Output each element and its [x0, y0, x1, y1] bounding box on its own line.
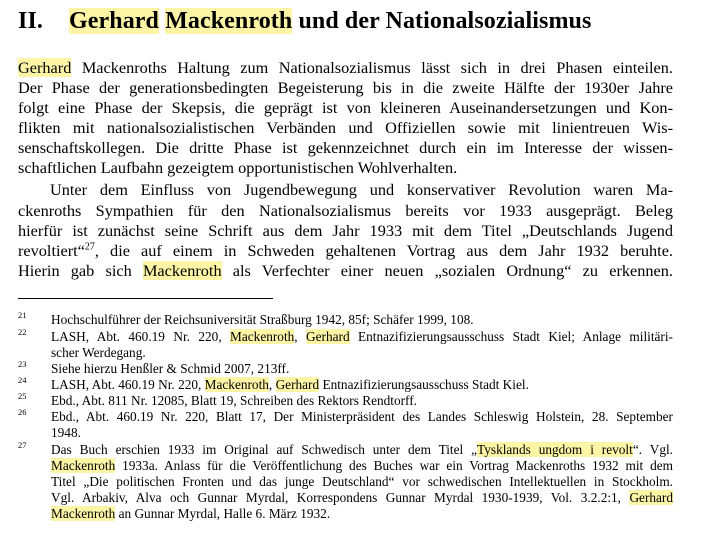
heading-rest: und der Nationalsozialismus — [298, 8, 592, 34]
body-line — [18, 261, 673, 281]
body-text: als Verfechter einer neuen „sozialen Ordnung“ zu erkennen. — [221, 261, 673, 280]
footnote-number: 21 — [18, 310, 27, 320]
highlight-mackenroth: Mackenroth — [230, 329, 295, 344]
footnote-ref-27[interactable]: 27 — [84, 241, 95, 253]
footnote-text: , — [268, 377, 276, 392]
body-text: Mackenroths Haltung zum Nationalsozialismus lässt sich in drei Phasen einteilen. — [71, 58, 673, 77]
highlight-gerhard: Gerhard — [306, 329, 350, 344]
footnote-27-cont — [51, 490, 673, 506]
footnote-text: Entnazifizierungsausschuss Stadt Kiel; Anlage militäri- — [349, 329, 673, 344]
footnote-27 — [51, 442, 673, 458]
footnote-text: LASH, Abt. 460.19 Nr. 220, — [51, 377, 205, 392]
highlight-mackenroth: Mackenroth — [165, 8, 293, 34]
footnote-21: Hochschulführer der Reichsuniversität Straßburg 1942, 85f; Schäfer 1999, 108. — [51, 312, 474, 327]
footnote-text: LASH, Abt. 460.19 Nr. 220, — [51, 329, 231, 344]
body-text: revoltiert“ — [18, 241, 85, 260]
body-text: Hierin gab sich — [18, 261, 143, 280]
highlight-gerhard: Gerhard — [18, 58, 72, 77]
footnote-text: an Gunnar Myrdal, Halle 6. März 1932. — [115, 506, 331, 521]
highlight-gerhard: Gerhard — [68, 8, 160, 34]
footnote-22 — [51, 329, 673, 345]
body-line — [18, 58, 673, 78]
section-heading — [18, 8, 591, 35]
footnote-number: 24 — [18, 375, 27, 385]
footnote-number: 25 — [18, 391, 27, 401]
body-line: folgt eine Phase der Skepsis, die geprägt ist von kleineren Auseinandersetzungen und Kon- — [18, 98, 673, 117]
footnote-number: 26 — [18, 407, 27, 417]
highlight-gerhard: Gerhard — [275, 377, 320, 392]
highlight-mackenroth: Mackenroth — [204, 377, 269, 392]
highlight-mackenroth: Mackenroth — [51, 458, 116, 473]
highlight-mackenroth: Mackenroth — [51, 506, 116, 521]
footnote-23: Siehe hierzu Henßler & Schmid 2007, 213ff. — [51, 361, 290, 376]
body-text: , die auf einem in Schweden gehaltenen Vortrag aus dem Jahr 1932 beruhte. — [94, 241, 673, 260]
footnote-text: Vgl. Arbakiv, Alva och Gunnar Myrdal, Korrespondens Gunnar Myrdal 1930-1939, Vol. 3.2.2:1, — [51, 490, 630, 505]
footnote-text: Entnazifizierungsausschuss Stadt Kiel. — [319, 377, 529, 392]
footnote-24 — [51, 377, 529, 393]
footnote-text: , — [294, 329, 307, 344]
body-line: flikten mit nationalsozialistischen Verbänden und Offiziellen sowie mit linientreuen Wis- — [18, 118, 673, 137]
body-line: senschaftskollegen. Die dritte Phase ist gekennzeichnet durch ein im Interesse der wissen- — [18, 138, 673, 157]
body-line: Der Phase der generationsbedingten Begeisterung bis in die zweite Hälfte der 1930er Jahre — [18, 78, 673, 97]
body-line: Unter dem Einfluss von Jugendbewegung und konservativer Revolution waren Ma- — [50, 180, 673, 199]
highlight-gerhard: Gerhard — [629, 490, 673, 505]
body-line: schaftlichen Laufbahn gezeigtem opportunistischen Wohlverhalten. — [18, 158, 458, 177]
footnote-27-cont — [51, 506, 330, 522]
footnote-number: 23 — [18, 359, 27, 369]
footnote-27-cont — [51, 458, 673, 474]
body-line: ckenroths Sympathien für den Nationalsozialismus bereits vor 1933 ausgeprägt. Beleg — [18, 201, 673, 220]
section-number: II. — [18, 8, 43, 34]
footnote-25: Ebd., Abt. 811 Nr. 12085, Blatt 19, Schreiben des Rektors Rendtorff. — [51, 393, 417, 408]
footnote-number: 22 — [18, 327, 27, 337]
footnote-number: 27 — [18, 440, 27, 450]
highlight-book-title: Tysklands ungdom i revolt — [477, 442, 633, 457]
body-line: hierfür ist zunächst seine Schrift aus dem Jahr 1933 mit dem Titel „Deutschlands Jugend — [18, 221, 673, 240]
footnote-27-cont: Titel „Die politischen Fronten und das junge Deutschland“ vor schwedischen Intellektuellen in Stockholm. — [51, 474, 673, 489]
footnote-26-cont: 1948. — [51, 425, 81, 440]
footnote-text: 1933a. Anlass für die Veröffentlichung des Buches war ein Vortrag Mackenroths 1932 mit dem — [115, 458, 673, 473]
highlight-mackenroth: Mackenroth — [142, 261, 222, 280]
footnote-26: Ebd., Abt. 460.19 Nr. 220, Blatt 17, Der Ministerpräsident des Landes Schleswig Holstein, 28. September — [51, 409, 673, 424]
footnote-text: “. Vgl. — [632, 442, 673, 457]
footnote-text: Das Buch erschien 1933 im Original auf Schwedisch unter dem Titel „ — [51, 442, 478, 457]
footnote-22-cont: scher Werdegang. — [51, 345, 146, 360]
body-line — [18, 241, 673, 261]
footnote-divider — [18, 298, 273, 299]
